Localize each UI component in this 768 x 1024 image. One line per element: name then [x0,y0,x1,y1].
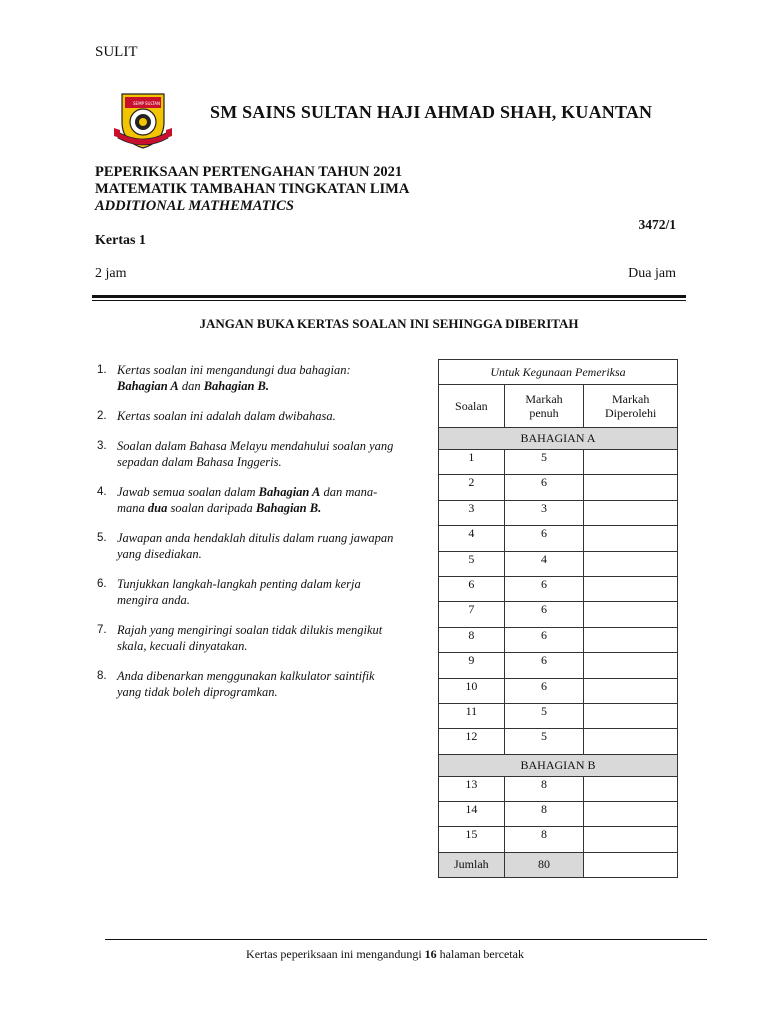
marks-obtained-cell[interactable] [584,551,678,576]
total-value: 80 [504,852,584,877]
full-marks: 5 [504,703,584,728]
marks-obtained-cell[interactable] [584,526,678,551]
full-marks: 6 [504,576,584,601]
paper-number: Kertas 1 [95,233,146,248]
page-count-footer: Kertas peperiksaan ini mengandungi 16 halaman bercetak [246,947,524,961]
question-number: 13 [439,776,505,801]
sulit-label: SULIT [95,44,138,60]
svg-text:SULTAN: SULTAN [145,101,161,106]
full-marks: 6 [504,627,584,652]
subject-english: ADDITIONAL MATHEMATICS [95,198,294,214]
question-number: 6 [439,576,505,601]
instruction-item: 2. Kertas soalan ini adalah dalam dwibahasa. [97,409,336,423]
question-number: 15 [439,827,505,852]
paper-code: 3472/1 [638,217,676,232]
marks-obtained-cell[interactable] [584,802,678,827]
marks-obtained-cell[interactable] [584,500,678,525]
full-marks: 6 [504,602,584,627]
marks-obtained-cell[interactable] [584,602,678,627]
marks-obtained-cell[interactable] [584,450,678,475]
full-marks: 6 [504,475,584,500]
total-obtained-cell[interactable] [584,852,678,877]
section-b-header: BAHAGIAN B [439,754,678,776]
duration-words: Dua jam [628,266,676,281]
table-row [439,653,678,678]
question-number: 9 [439,653,505,678]
school-name: SM SAINS SULTAN HAJI AHMAD SHAH, KUANTAN [210,102,653,122]
school-crest-logo [112,88,174,150]
full-marks: 5 [504,729,584,754]
duration: 2 jam [95,266,127,281]
question-number: 14 [439,802,505,827]
question-number: 1 [439,450,505,475]
full-marks: 8 [504,776,584,801]
table-row [439,678,678,703]
question-number: 7 [439,602,505,627]
table-row [439,450,678,475]
total-label: Jumlah [439,852,505,877]
col-header-markah-penuh: Markah penuh [504,385,584,428]
marks-obtained-cell[interactable] [584,475,678,500]
examiner-marks-table [438,359,678,878]
footer-rule [105,939,707,940]
table-row [439,500,678,525]
question-number: 4 [439,526,505,551]
instruction-item: 8. Anda dibenarkan menggunakan kalkulator saintifik yang tidak boleh diprogramkan. [97,669,375,699]
table-row [439,475,678,500]
table-row [439,827,678,852]
svg-text:SEMP: SEMP [133,101,144,106]
question-number: 8 [439,627,505,652]
marks-obtained-cell[interactable] [584,827,678,852]
question-number: 5 [439,551,505,576]
table-row [439,526,678,551]
section-a-header: BAHAGIAN A [439,428,678,450]
instruction-item: 6. Tunjukkan langkah-langkah penting dalam kerja mengira anda. [97,577,361,607]
question-number: 2 [439,475,505,500]
marks-obtained-cell[interactable] [584,729,678,754]
marks-obtained-cell[interactable] [584,653,678,678]
instruction-item: 1. Kertas soalan ini mengandungi dua bahagian: Bahagian A dan Bahagian B. [97,363,351,393]
marks-obtained-cell[interactable] [584,776,678,801]
instruction-item: 7. Rajah yang mengiringi soalan tidak dilukis mengikut skala, kecuali dinyatakan. [97,623,383,653]
subject-malay: MATEMATIK TAMBAHAN TINGKATAN LIMA [95,181,410,197]
table-row [439,802,678,827]
instruction-item: 4. Jawab semua soalan dalam Bahagian A dan mana-mana dua soalan daripada Bahagian B. [97,485,378,515]
examiner-use-title: Untuk Kegunaan Pemeriksa [439,360,678,385]
exam-title: PEPERIKSAAN PERTENGAHAN TAHUN 2021 [95,164,403,180]
instruction-item: 3. Soalan dalam Bahasa Melayu mendahului soalan yang sepadan dalam Bahasa Inggeris. [97,439,394,469]
full-marks: 5 [504,450,584,475]
marks-obtained-cell[interactable] [584,576,678,601]
header-rule-thick [92,295,686,298]
table-row [439,703,678,728]
marks-obtained-cell[interactable] [584,627,678,652]
question-number: 10 [439,678,505,703]
table-row [439,576,678,601]
instruction-item: 5. Jawapan anda hendaklah ditulis dalam ruang jawapan yang disediakan. [97,531,394,561]
header-rule-thin [92,300,686,301]
table-row [439,602,678,627]
question-number: 11 [439,703,505,728]
full-marks: 3 [504,500,584,525]
table-row [439,729,678,754]
do-not-open-warning: JANGAN BUKA KERTAS SOALAN INI SEHINGGA DIBERITAH [199,316,579,331]
col-header-soalan: Soalan [439,385,505,428]
full-marks: 6 [504,678,584,703]
col-header-markah-diperolehi: Markah Diperolehi [584,385,678,428]
question-number: 12 [439,729,505,754]
full-marks: 6 [504,653,584,678]
question-number: 3 [439,500,505,525]
full-marks: 6 [504,526,584,551]
instructions-list [97,362,397,700]
full-marks: 8 [504,827,584,852]
marks-obtained-cell[interactable] [584,678,678,703]
table-row [439,776,678,801]
full-marks: 8 [504,802,584,827]
table-row [439,627,678,652]
table-row [439,551,678,576]
marks-obtained-cell[interactable] [584,703,678,728]
full-marks: 4 [504,551,584,576]
